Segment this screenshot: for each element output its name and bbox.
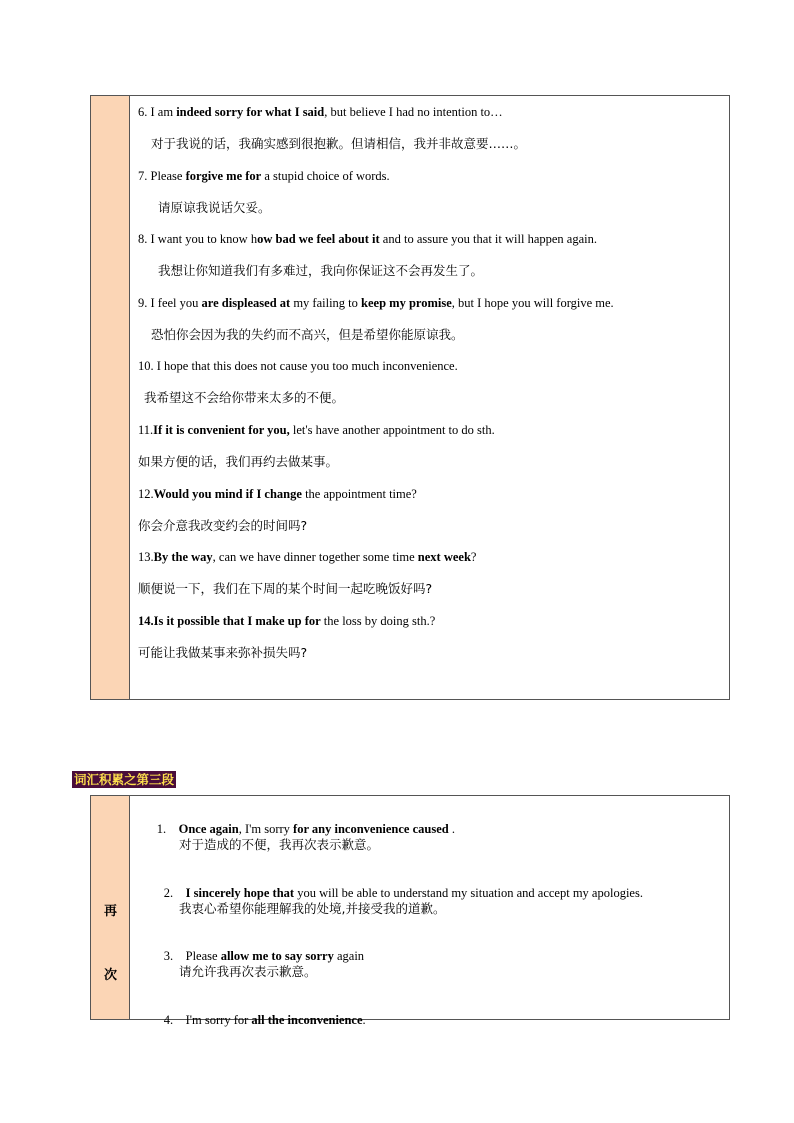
sentence-6-zh: 对于我说的话，我确实感到很抱歉。但请相信，我并非故意要……。	[151, 136, 527, 151]
sentence-10-zh: 我希望这不会给你带来太多的不便。	[144, 390, 345, 405]
phrase-table-2	[90, 795, 730, 1027]
sentence-13-en: 13.By the way, can we have dinner together some time next week?	[138, 550, 477, 564]
table-2-side-cell	[91, 796, 130, 1019]
sentence-12-zh: 你会介意我改变约会的时间吗?	[138, 518, 308, 533]
sentence-7-zh: 请原谅我说话欠妥。	[158, 200, 271, 215]
sentence-9-zh: 恐怕你会因为我的失约而不高兴，但是希望你能原谅我。	[151, 327, 464, 342]
sentence-13-zh: 顺便说一下，我们在下周的某个时间一起吃晚饭好吗?	[138, 581, 433, 596]
sentence-9-en: 9. I feel you are displeased at my failing to keep my promise, but I hope you will forgive me.	[138, 296, 614, 310]
phrase-table-1	[90, 95, 730, 700]
sentence-14-zh: 可能让我做某事来弥补损失吗?	[138, 645, 308, 660]
again-sentence-4-en: 4. I'm sorry for all the inconvenience.	[163, 1013, 366, 1027]
table-1-content	[130, 96, 729, 699]
table-2-content	[130, 796, 729, 1027]
table-1-side-cell	[91, 96, 130, 699]
again-sentence-1-en: 1. Once again, I'm sorry for any inconvenience caused .	[156, 822, 455, 836]
side-char-1: 再	[103, 904, 117, 919]
sentence-8-zh: 我想让你知道我们有多难过，我向你保证这不会再发生了。	[158, 263, 484, 278]
again-sentence-2-zh: 我衷心希望你能理解我的处境,并接受我的道歉。	[179, 901, 446, 916]
again-sentence-1-zh: 对于造成的不便，我再次表示歉意。	[179, 837, 380, 852]
again-sentence-2-en: 2. I sincerely hope that you will be able to understand my situation and accept my apologies.	[163, 886, 643, 900]
sentence-7-en: 7. Please forgive me for a stupid choice of words.	[138, 169, 390, 183]
again-sentence-3-en: 3. Please allow me to say sorry again	[163, 949, 365, 963]
sentence-6-en: 6. I am indeed sorry for what I said, but believe I had no intention to…	[138, 105, 503, 119]
sentence-14-en: 14.Is it possible that I make up for the loss by doing sth.?	[138, 614, 436, 628]
sentence-11-zh: 如果方便的话，我们再约去做某事。	[138, 454, 339, 469]
sentence-11-en: 11.If it is convenient for you, let's have another appointment to do sth.	[138, 423, 495, 437]
side-char-2: 次	[103, 968, 117, 983]
sentence-10-en: 10. I hope that this does not cause you too much inconvenience.	[138, 359, 458, 373]
sentence-8-en: 8. I want you to know how bad we feel about it and to assure you that it will happen again.	[138, 232, 597, 246]
again-sentence-3-zh: 请允许我再次表示歉意。	[179, 964, 317, 979]
section-tag: 词汇积累之第三段	[74, 772, 175, 787]
sentence-12-en: 12.Would you mind if I change the appointment time?	[138, 487, 417, 501]
